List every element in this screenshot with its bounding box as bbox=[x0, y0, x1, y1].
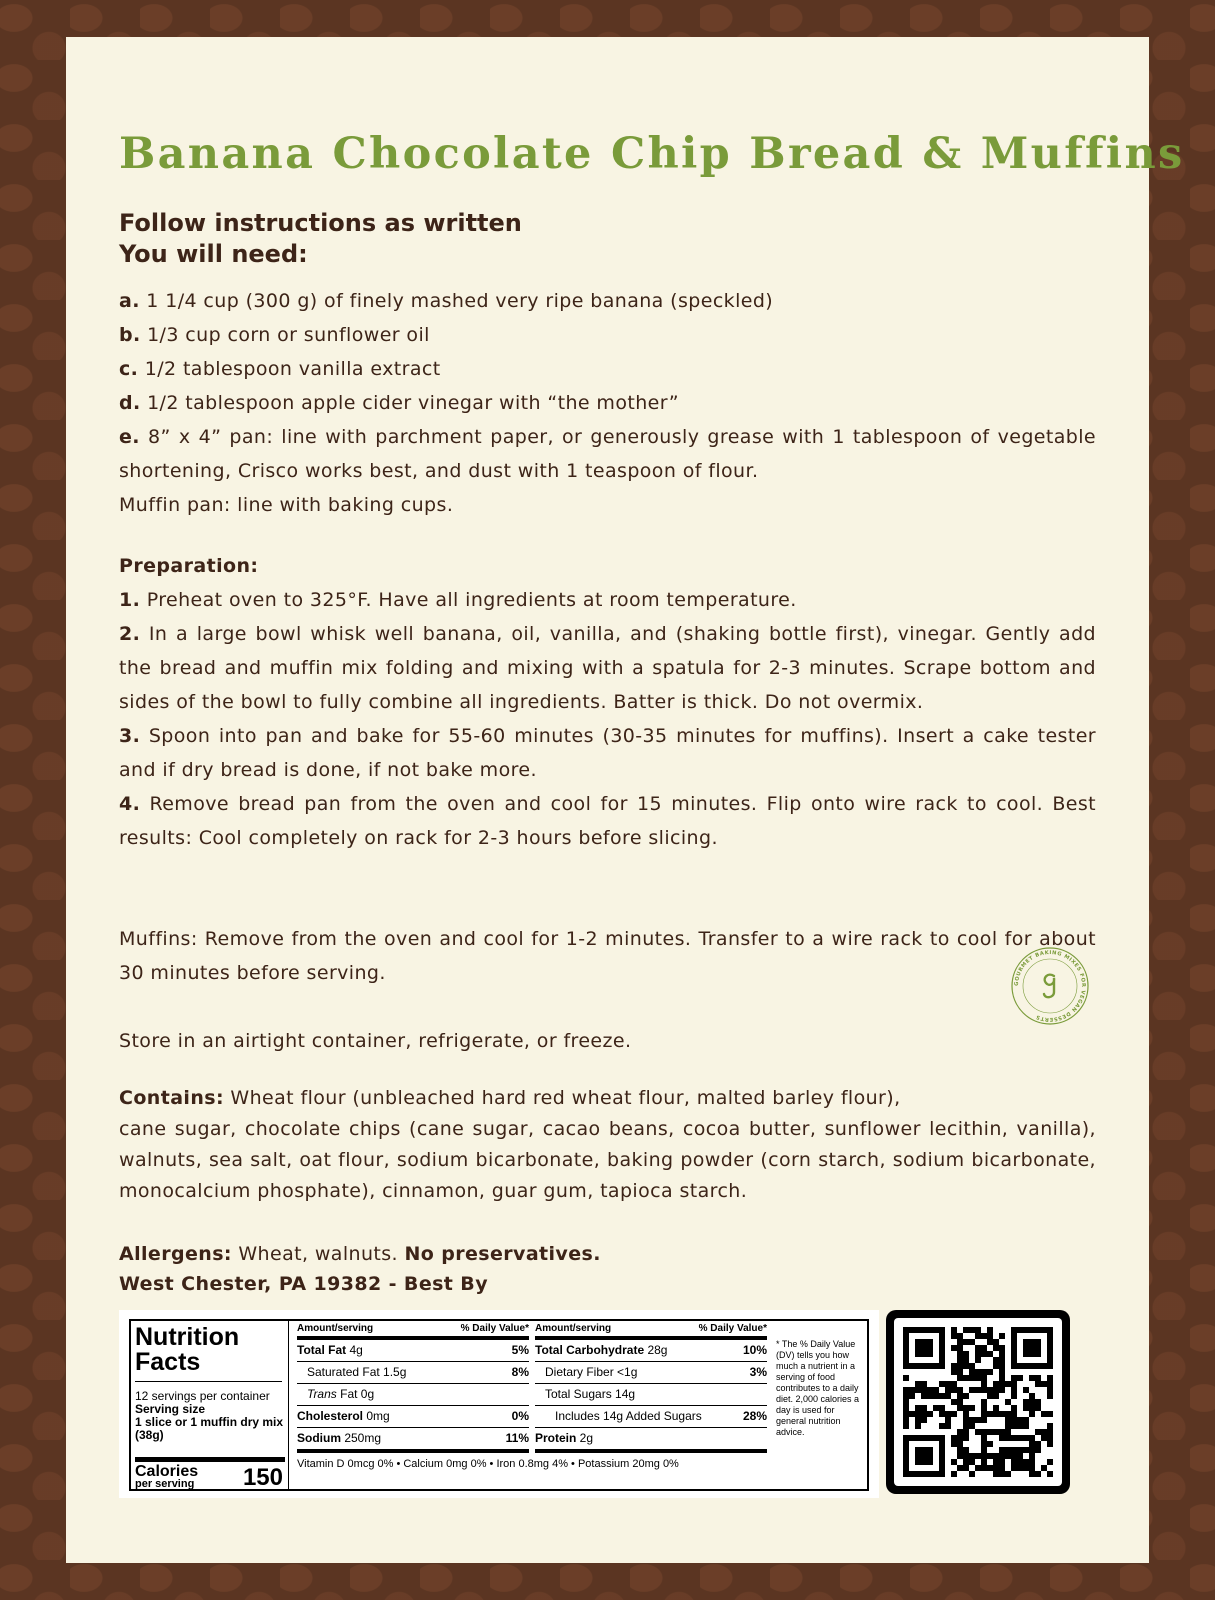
contains-label: Contains: bbox=[119, 1087, 224, 1109]
vitamins-line: Vitamin D 0mcg 0% • Calcium 0mg 0% • Iron 0.8mg 4% • Potassium 20mg 0% bbox=[297, 1458, 679, 1470]
nutrient-row: Total Sugars 14g bbox=[535, 1384, 767, 1406]
daily-value-footnote: * The % Daily Value (DV) tells you how much a nutrient in a serving of food contributes to a daily diet. 2,000 calories a day is used for general nutrition advice. bbox=[776, 1339, 860, 1437]
allergens-label: Allergens: bbox=[119, 1243, 232, 1265]
ingredient-item: e. 8” x 4” pan: line with parchment paper, or generously grease with 1 tablespoon of vegetable shortening, Crisco works best, and dust with 1 teaspoon of flour. bbox=[119, 426, 1096, 482]
contains-text: cane sugar, chocolate chips (cane sugar, cacao beans, cocoa butter, sunflower lecithin, vanilla), walnuts, sea salt, oat flour, sodium bicarbonate, baking powder (corn starch, sodium bicarbonate, monocalcium phosphate), cinnamon, guar gum, tapioca starch. bbox=[119, 1118, 1096, 1202]
nutrition-facts-panel bbox=[119, 1310, 879, 1498]
prep-step: 2. In a large bowl whisk well banana, oil, vanilla, and (shaking bottle first), vinegar. Gently add the bread and muffin mix folding and mixing with a spatula for 2-3 minutes. Scrape bottom and sides of the bowl to fully combine all ingredients. Batter is thick. Do not overmix. bbox=[119, 623, 1096, 713]
nutrient-row: Saturated Fat 1.5g 8% bbox=[297, 1362, 529, 1384]
calories-value: 150 bbox=[242, 1464, 283, 1491]
serving-size: 1 slice or 1 muffin dry mix (38g) bbox=[135, 1415, 284, 1442]
nutrient-row: Includes 14g Added Sugars 28% bbox=[535, 1406, 767, 1428]
nutrition-title: Nutrition Facts bbox=[135, 1323, 240, 1376]
nutrient-row: Protein 2g bbox=[535, 1428, 767, 1453]
intro-heading bbox=[119, 208, 522, 270]
nutrient-row: Dietary Fiber <1g 3% bbox=[535, 1362, 767, 1384]
store-note: Store in an airtight container, refrigerate, or freeze. bbox=[119, 1030, 632, 1052]
calories-block: Calories per serving 150 bbox=[135, 1457, 285, 1490]
nutrient-column-1: Amount/serving % Daily Value* Total Fat 4g 5% Saturated Fat 1.5g 8% Trans Fat 0g Cholesterol 0mg 0% Sodium 250mg 11% bbox=[297, 1323, 529, 1453]
recipe-card bbox=[66, 37, 1185, 1563]
nutrient-row: Sodium 250mg 11% bbox=[297, 1428, 529, 1453]
prep-step: 1. Preheat oven to 325°F. Have all ingredients at room temperature. bbox=[119, 589, 797, 611]
serving-size-label: Serving size bbox=[135, 1402, 206, 1416]
you-will-need: You will need: bbox=[119, 240, 308, 268]
prep-step: 4. Remove bread pan from the oven and cool for 15 minutes. Flip onto wire rack to cool. Best results: Cool completely on rack for 2-3 hours before slicing. bbox=[119, 793, 1096, 849]
brand-seal-icon bbox=[1010, 946, 1090, 1026]
contains-section: Contains: Wheat flour (unbleached hard red wheat flour, malted barley flour), cane sugar, chocolate chips (cane sugar, cacao beans, cocoa butter, sunflower lecithin, vanilla), walnuts, sea salt, oat flour, sodium bicarbonate, baking powder (corn starch, sodium bicarbonate, monocalcium phosphate), cinnamon, guar gum, tapioca starch. bbox=[119, 1083, 1096, 1207]
muffins-note: Muffins: Remove from the oven and cool for 1-2 minutes. Transfer to a wire rack to cool for about 30 minutes before serving. bbox=[119, 928, 1096, 984]
prep-step: 3. Spoon into pan and bake for 55-60 minutes (30-35 minutes for muffins). Insert a cake tester and if dry bread is done, if not bake more. bbox=[119, 725, 1096, 781]
location-best-by: West Chester, PA 19382 - Best By bbox=[119, 1273, 488, 1295]
ingredients-list bbox=[119, 284, 1096, 522]
ingredient-item: c. 1/2 tablespoon vanilla extract bbox=[119, 358, 441, 380]
follow-instructions: Follow instructions as written bbox=[119, 209, 522, 237]
servings-per-container: 12 servings per container bbox=[135, 1389, 270, 1403]
ingredient-item: b. 1/3 cup corn or sunflower oil bbox=[119, 324, 430, 346]
nutrient-row: Total Carbohydrate 28g 10% bbox=[535, 1340, 767, 1362]
nutrition-facts-label bbox=[129, 1319, 869, 1491]
nutrient-row: Trans Fat 0g bbox=[297, 1384, 529, 1406]
nutrient-column-2: Amount/serving % Daily Value* Total Carbohydrate 28g 10% Dietary Fiber <1g 3% Total Sugars 14g Includes 14g Added Sugars 28% Protein 2g bbox=[535, 1323, 767, 1453]
preparation-section bbox=[119, 549, 1096, 855]
qr-code[interactable] bbox=[886, 1310, 1070, 1494]
nutrient-row: Total Fat 4g 5% bbox=[297, 1340, 529, 1362]
nutrient-row: Cholesterol 0mg 0% bbox=[297, 1406, 529, 1428]
seal-text: GOURMET BAKING MIXES FOR VEGAN DESSERTS bbox=[1013, 949, 1087, 1023]
ingredient-item: a. 1 1/4 cup (300 g) of finely mashed very ripe banana (speckled) bbox=[119, 290, 774, 312]
recipe-title: Banana Chocolate Chip Bread & Muffins bbox=[119, 129, 1185, 179]
qr-code-icon bbox=[894, 1318, 1062, 1486]
preparation-heading: Preparation: bbox=[119, 555, 259, 577]
allergens-section: Allergens: Wheat, walnuts. No preservatives. West Chester, PA 19382 - Best By bbox=[119, 1243, 601, 1295]
ingredient-item: d. 1/2 tablespoon apple cider vinegar with “the mother” bbox=[119, 392, 679, 414]
muffin-pan-note: Muffin pan: line with baking cups. bbox=[119, 494, 454, 516]
